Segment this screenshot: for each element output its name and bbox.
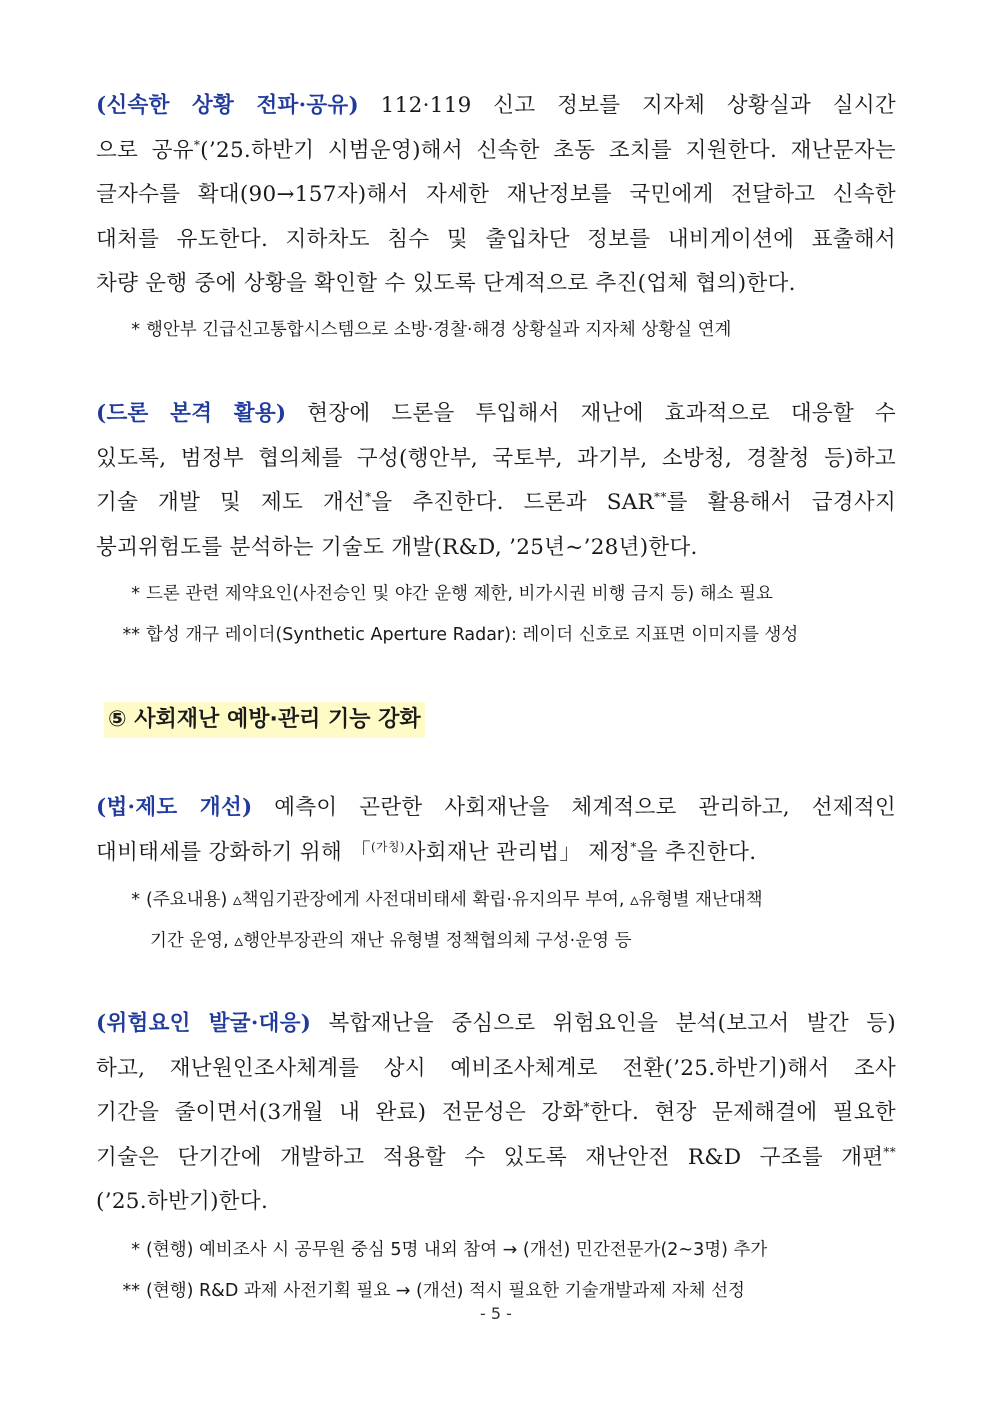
paragraph-line: 붕괴위험도를 분석하는 기술도 개발(R&D, ’25년~’28년)한다. [96, 534, 698, 560]
footnote-mark: ** [883, 1144, 896, 1159]
page-number: - 5 - [480, 1304, 512, 1323]
paragraph-line: 으로 공유*(’25.하반기 시범운영)해서 신속한 초동 조치를 지원한다. 재난문자는 [96, 137, 896, 163]
paragraph-line: 기술은 단기간에 개발하고 적용할 수 있도록 재난안전 R&D 구조를 개편** [96, 1144, 896, 1170]
footnote-mark: ** [654, 489, 667, 504]
paragraph-lead: (법·제도 개선) [96, 795, 253, 820]
footnote: * 드론 관련 제약요인(사전승인 및 야간 운행 제한, 비가시권 비행 금지 등) 해소 필요 [131, 584, 773, 604]
section-heading: ⑤ 사회재난 예방·관리 기능 강화 [104, 702, 425, 738]
footnote: * (현행) 예비조사 시 공무원 중심 5명 내외 참여 → (개선) 민간전문가(2~3명) 추가 [131, 1240, 768, 1260]
footnote-continuation: 기간 운영, ▵행안부장관의 재난 유형별 정책협의체 구성·운영 등 [150, 931, 632, 951]
footnote: * 행안부 긴급신고통합시스템으로 소방·경찰·해경 상황실과 지자체 상황실 연계 [131, 320, 732, 340]
paragraph-line: (법·제도 개선) 예측이 곤란한 사회재난을 체계적으로 관리하고, 선제적인 [96, 795, 896, 820]
paragraph-situation-sharing [96, 84, 896, 307]
paragraph-line: 있도록, 범정부 협의체를 구성(행안부, 국토부, 과기부, 소방청, 경찰청 등)하고 [96, 445, 896, 471]
footnote-block [96, 574, 896, 656]
footnote-block [96, 880, 896, 962]
paragraph-lead: (위험요인 발굴·대응) [96, 1011, 312, 1036]
paragraph-line: 하고, 재난원인조사체계를 상시 예비조사체계로 전환(’25.하반기)해서 조사 [96, 1055, 896, 1081]
paragraph-line: 글자수를 확대(90→157자)해서 자세한 재난정보를 국민에게 전달하고 신속한 [96, 182, 896, 207]
paragraph-line: 대비태세를 강화하기 위해 「$^{(가칭)}$사회재난 관리법」 제정*을 추진한다. [96, 839, 757, 865]
footnote-block [96, 1230, 896, 1312]
paragraph-lead: (신속한 상황 전파·공유) [96, 93, 359, 118]
paragraph-law-reform [96, 786, 896, 875]
paragraph-line: (신속한 상황 전파·공유) 112·119 신고 정보를 지자체 상황실과 실시간 [96, 93, 896, 118]
footnote-mark: * [630, 839, 637, 854]
footnote: * (주요내용) ▵책임기관장에게 사전대비태세 확립·유지의무 부여, ▵유형별 재난대책 [131, 890, 763, 910]
paragraph-line: (드론 본격 활용) 현장에 드론을 투입해서 재난에 효과적으로 대응할 수 [96, 401, 896, 426]
paragraph-line: 대처를 유도한다. 지하차도 침수 및 출입차단 정보를 내비게이션에 표출해서 [96, 226, 896, 252]
paragraph-line: 기간을 줄이면서(3개월 내 완료) 전문성은 강화*한다. 현장 문제해결에 필요한 [96, 1099, 896, 1125]
paragraph-line: 기술 개발 및 제도 개선*을 추진한다. 드론과 SAR**를 활용해서 급경사지 [96, 489, 896, 515]
footnote-mark: * [193, 137, 201, 152]
footnote-block [96, 310, 896, 351]
footnote-mark: * [583, 1099, 590, 1114]
superscript: (가칭) [370, 839, 405, 854]
paragraph-line: (위험요인 발굴·대응) 복합재난을 중심으로 위험요인을 분석(보고서 발간 등) [96, 1011, 896, 1036]
paragraph-drone-use [96, 392, 896, 570]
paragraph-line: 차량 운행 중에 상황을 확인할 수 있도록 단계적으로 추진(업체 협의)한다. [96, 271, 796, 296]
footnote-mark: * [365, 489, 372, 504]
paragraph-lead: (드론 본격 활용) [96, 401, 287, 426]
paragraph-risk-response [96, 1002, 896, 1225]
footnote: ** 합성 개구 레이더(Synthetic Aperture Radar): 레이더 신호로 지표면 이미지를 생성 [122, 625, 799, 645]
footnote: ** (현행) R&D 과제 사전기획 필요 → (개선) 적시 필요한 기술개발과제 자체 선정 [122, 1281, 745, 1301]
paragraph-line: (’25.하반기)한다. [96, 1189, 269, 1214]
